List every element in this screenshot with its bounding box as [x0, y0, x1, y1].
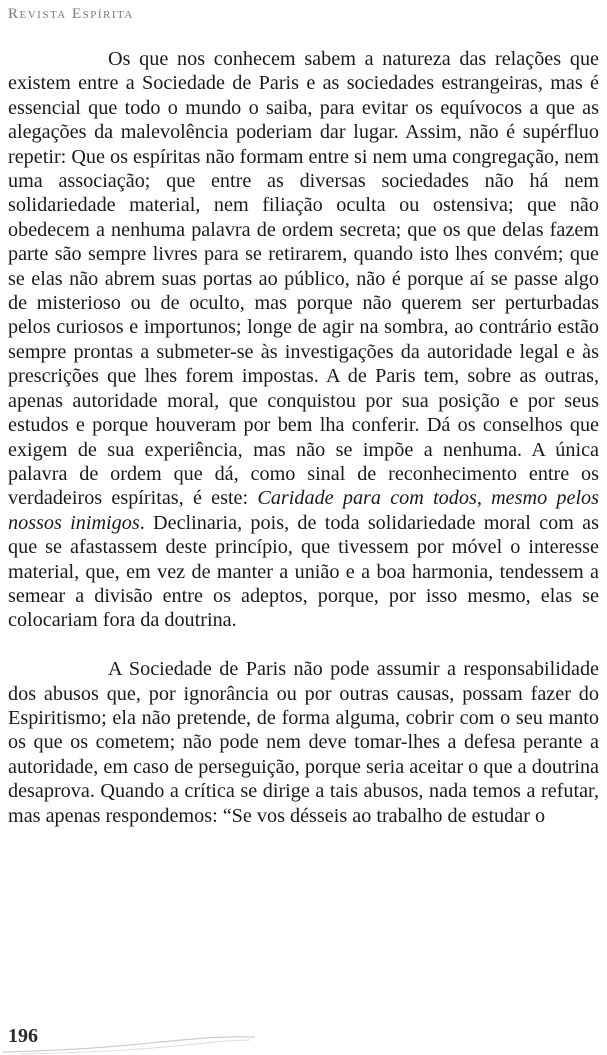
- page-ornament-swash: [0, 1018, 260, 1055]
- body-text: [8, 47, 599, 828]
- paragraph-1-text-a: Os que nos conhecem sabem a natureza das relações que existem entre a Sociedade de Paris e as sociedades estrangeiras, mas é essencial que todo o mundo o saiba, para evitar os equívocos a que as alegações da malevolência poderiam dar lugar. Assim, não é supérfluo repetir: Que os espíritas não formam entre si nem uma congregação, nem uma associação; que entre as diversas sociedades não há nem solidariedade material, nem filiação oculta ou ostensiva; que não obedecem a nenhuma palavra de ordem secreta; que os que delas fazem parte são sempre livres para se retirarem, quando isto lhes convém; que se elas não abrem suas portas ao público, não é porque aí se passe algo de misterioso ou de oculto, mas porque não querem ser perturbadas pelos curiosos e importunos; longe de agir na sombra, ao contrário estão sempre prontas a submeter-se às investigações da autoridade legal e às prescrições que lhes forem impostas. A de Paris tem, sobre as outras, apenas autoridade moral, que conquistou por sua posição e por seus estudos e porque houveram por bem lha conferir. Dá os conselhos que exigem de sua experiência, mas não se impõe a nenhuma. A única palavra de ordem que dá, como sinal de reconhecimento entre os verdadeiros espíritas, é este:: [8, 48, 599, 510]
- paragraph-1: [8, 47, 599, 633]
- paragraph-2: A Sociedade de Paris não pode assumir a responsabilidade dos abusos que, por ignorância ou por outras causas, possam fazer do Espiritismo; ela não pretende, de forma alguma, cobrir com o seu manto os que os cometem; não pode nem deve tomar-lhes a defesa perante a autoridade, em caso de perseguição, porque seria aceitar o que a doutrina desaprova. Quando a crítica se dirige a tais abusos, nada temos a refutar, mas apenas respondemos: “Se vos désseis ao trabalho de estudar o: [8, 658, 599, 827]
- paragraph-1-italic-motto: Caridade para com todos, mesmo pelos nossos inimigos: [8, 487, 599, 534]
- page-number: 196: [8, 1025, 38, 1047]
- paragraph-1-text-b: . Declinaria, pois, de toda solidariedade moral com as que se afastassem deste princípio, que tivessem por móvel o interesse material, que, em vez de manter a união e a boa harmonia, tendessem a semear a divisão entre os adeptos, porque, por isso mesmo, elas se colocariam fora da doutrina.: [8, 511, 599, 632]
- running-head: Revista Espírita: [8, 6, 134, 22]
